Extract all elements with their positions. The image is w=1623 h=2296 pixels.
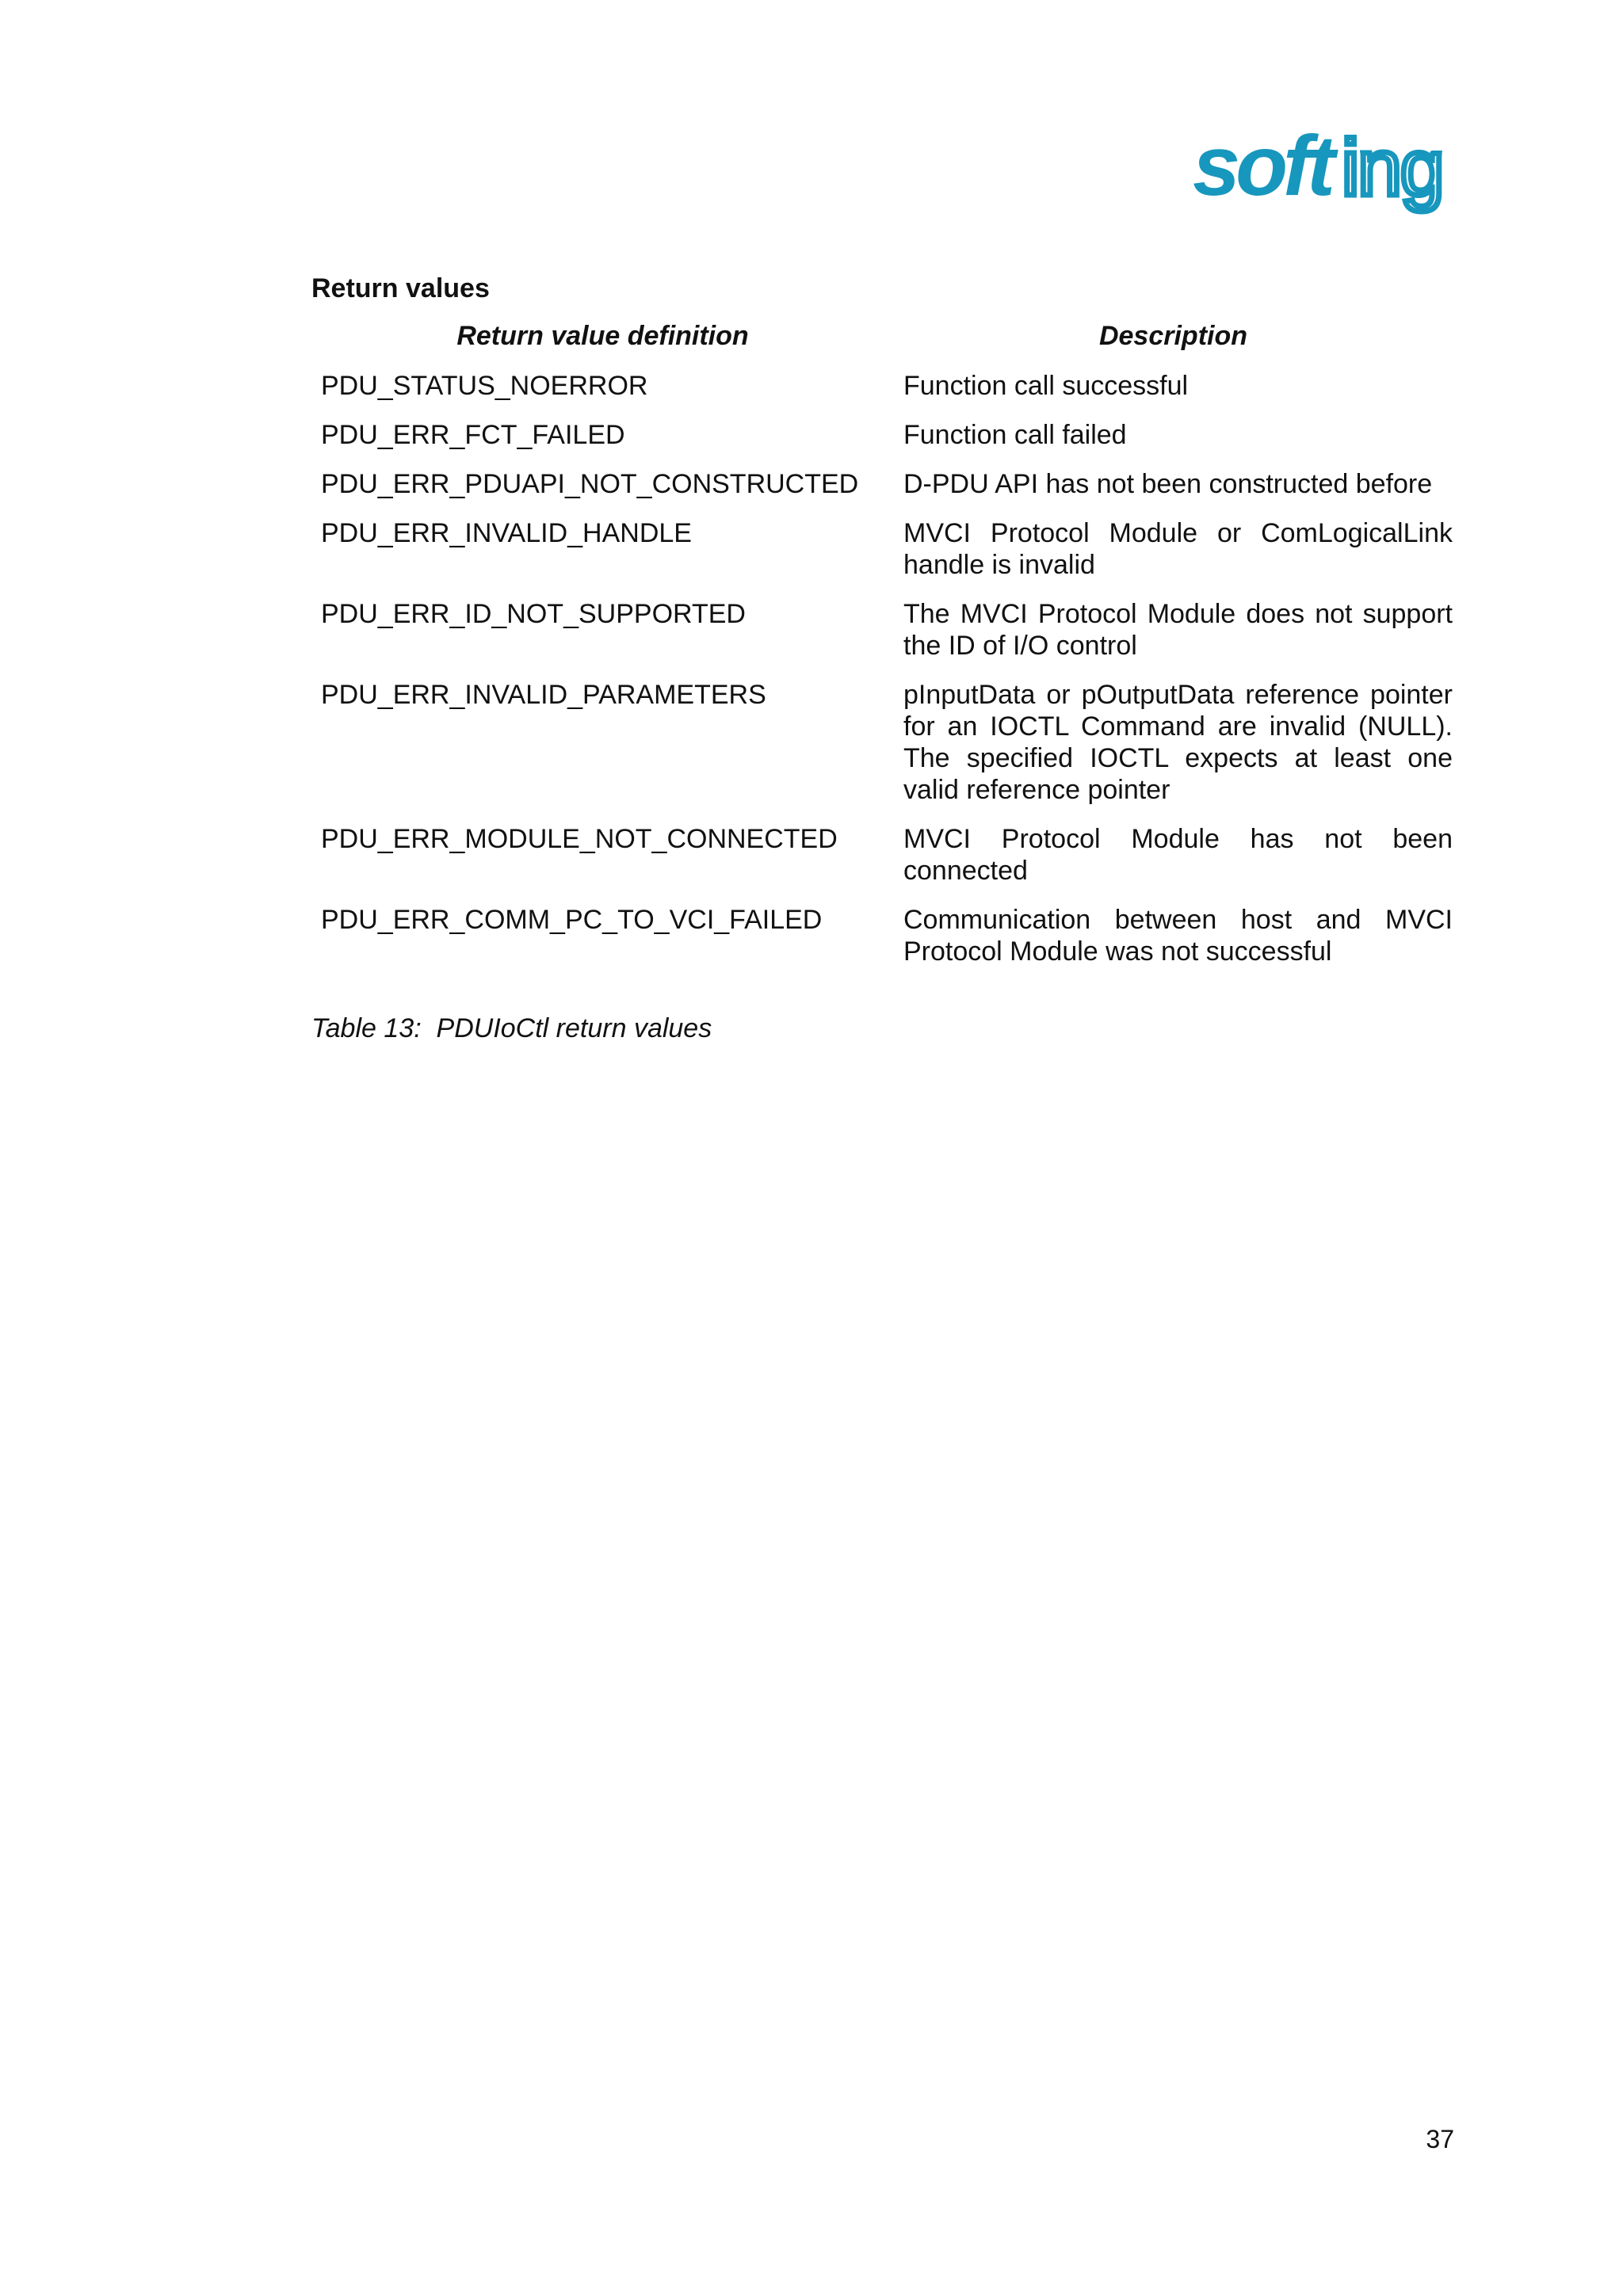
table-header-row xyxy=(311,315,1453,361)
svg-text:soft: soft xyxy=(1193,127,1331,213)
return-value-description: Communication between host and MVCI Protocol Module was not successful xyxy=(903,905,1453,967)
table-row xyxy=(311,670,1453,814)
return-values-table xyxy=(311,315,1453,976)
return-value-description: MVCI Protocol Module or ComLogicalLink handle is invalid xyxy=(903,518,1453,580)
return-value-description: pInputData or pOutputData reference pointer for an IOCTL Command are invalid (NULL). The specified IOCTL expects at least one valid reference pointer xyxy=(903,680,1453,805)
table-row xyxy=(311,361,1453,410)
table-row xyxy=(311,589,1453,670)
return-value-definition: PDU_ERR_MODULE_NOT_CONNECTED xyxy=(321,824,838,854)
softing-logo xyxy=(1193,127,1462,230)
return-value-definition: PDU_ERR_INVALID_HANDLE xyxy=(321,518,692,548)
table-caption: Table 13: PDUIoCtl return values xyxy=(311,1013,712,1043)
table-row xyxy=(311,895,1453,976)
return-value-description: Function call successful xyxy=(903,371,1189,401)
section-title: Return values xyxy=(311,273,490,303)
return-value-definition: PDU_ERR_ID_NOT_SUPPORTED xyxy=(321,599,746,629)
column-header-description: Description xyxy=(1098,321,1248,351)
svg-text:ing: ing xyxy=(1342,127,1443,212)
return-value-definition: PDU_ERR_PDUAPI_NOT_CONSTRUCTED xyxy=(321,469,859,499)
return-value-description: D-PDU API has not been constructed before xyxy=(903,469,1433,499)
page-number: 37 xyxy=(1426,2125,1454,2153)
return-value-description: MVCI Protocol Module has not been connected xyxy=(903,824,1453,886)
table-row xyxy=(311,814,1453,895)
table-row xyxy=(311,460,1453,509)
table-row xyxy=(311,410,1453,460)
return-value-description: The MVCI Protocol Module does not support the ID of I/O control xyxy=(903,599,1453,661)
return-value-description: Function call failed xyxy=(903,420,1127,450)
return-value-definition: PDU_ERR_INVALID_PARAMETERS xyxy=(321,680,766,710)
return-value-definition: PDU_ERR_COMM_PC_TO_VCI_FAILED xyxy=(321,905,823,935)
table-row xyxy=(311,509,1453,589)
column-header-definition: Return value definition xyxy=(456,321,749,351)
return-value-definition: PDU_STATUS_NOERROR xyxy=(321,371,648,401)
return-value-definition: PDU_ERR_FCT_FAILED xyxy=(321,420,625,450)
